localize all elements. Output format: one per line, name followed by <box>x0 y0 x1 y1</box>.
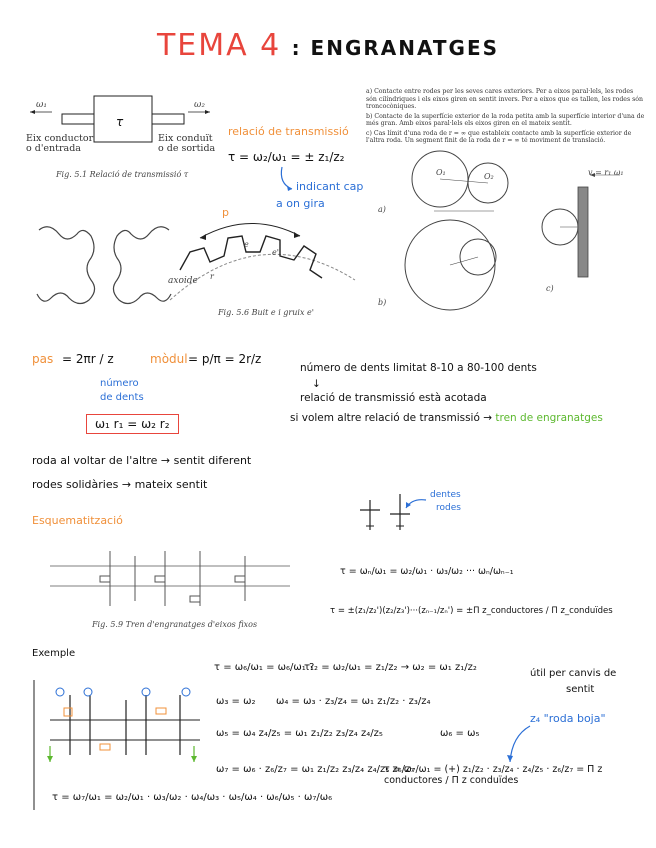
fig51-input-label <box>26 134 93 154</box>
roda-boja-arrow <box>504 722 534 766</box>
page-title <box>0 28 656 63</box>
contact-note-c: c) Cas límit d'una roda de r = ∞ que estableix contacte amb la superfície exterior de l'altra roda. Un segment finit de la roda de r = ∞ té moviment de translació. <box>366 129 632 144</box>
exemple-eq3: ω₃ = ω₂ <box>216 696 256 707</box>
ratio-note-2: a on gira <box>276 197 325 210</box>
sentits-line2: rodes solidàries → mateix sentit <box>32 478 208 491</box>
exemple-eq1: τ = ω₆/ω₁ = ω₆/ω₁ ? <box>214 662 315 673</box>
exemple-eq6: ω₆ = ω₅ <box>440 728 480 739</box>
exemple-heading: Exemple <box>32 648 76 659</box>
contact-o1: O₁ <box>436 168 446 177</box>
fig51-output-label <box>158 134 215 154</box>
exemple-util-1: útil per canvis de <box>530 668 617 679</box>
pas-formula: = 2πr / z <box>62 352 114 366</box>
fig56-p: p <box>222 206 229 219</box>
boxed-formula: ω₁ r₁ = ω₂ r₂ <box>86 414 179 434</box>
input-label-line1: Eix conductor <box>26 133 94 144</box>
title-sub: : ENGRANATGES <box>291 36 500 60</box>
fig59-diagram <box>40 546 300 616</box>
dents-line3-green: tren de engranatges <box>495 412 603 424</box>
pas-note-1: número <box>100 378 139 389</box>
contact-label-c: c) <box>546 284 554 293</box>
contact-figures <box>370 135 650 315</box>
contact-o2: O₂ <box>484 172 494 181</box>
exemple-diagram <box>30 680 210 770</box>
gear-sketch-left <box>34 220 174 310</box>
esquema-tau: τ = ωₙ/ω₁ = ω₂/ω₁ · ω₃/ω₂ ··· ωₙ/ωₙ₋₁ <box>340 566 514 577</box>
exemple-eq5: ω₅ = ω₄ z₄/z₅ = ω₁ z₁/z₂ z₃/z₄ z₄/z₅ <box>216 728 383 739</box>
dents-line3 <box>290 412 603 424</box>
contact-label-b: b) <box>378 298 387 307</box>
output-label-line1: Eix conduït <box>158 133 213 144</box>
title-main: TEMA 4 <box>156 28 282 63</box>
dents-line3-text: si volem altre relació de transmissió → <box>290 412 493 424</box>
exemple-util-2: sentit <box>566 684 595 695</box>
exemple-eq7: ω₇ = ω₆ · z₆/z₇ = ω₁ z₁/z₂ z₃/z₄ z₄/z₅ z₆/z₇ <box>216 764 415 775</box>
contact-note-a: a) Contacte entre rodes per les seves cares exteriors. Per a eixos paral·lels, les rodes són cilíndriques i els eixos giren en sentit invers. Per a eixos que es tallen, les rodes són troncocòniques. <box>366 88 643 110</box>
exemple-eq4: ω₄ = ω₃ · z₃/z₄ = ω₁ z₁/z₂ · z₃/z₄ <box>276 696 431 707</box>
ratio-arrow <box>278 165 298 195</box>
fig51-w2: ω₂ <box>194 100 205 110</box>
fig56-e2: e' <box>272 248 279 257</box>
fig56-e: e <box>244 240 249 249</box>
pas-note-2: de dents <box>100 392 144 403</box>
dents-arrow: ↓ <box>312 378 321 390</box>
ratio-heading: relació de transmissió <box>228 125 349 138</box>
fig51-w1: ω₁ <box>36 100 47 110</box>
contact-v: v = r₁ ω₁ <box>588 168 624 177</box>
fig56-caption: Fig. 5.6 Buit e i gruix e' <box>218 308 314 317</box>
fig56-axoide: axoide <box>168 276 198 286</box>
pas-label: pas <box>32 352 54 366</box>
exemple-bottom: τ = ω₇/ω₁ = ω₂/ω₁ · ω₃/ω₂ · ω₄/ω₃ · ω₅/ω₄ · ω₆/ω₅ · ω₇/ω₆ <box>52 792 333 803</box>
ratio-formula: τ = ω₂/ω₁ = ± z₁/z₂ <box>228 150 345 164</box>
fig56-r: r <box>210 272 214 281</box>
input-label-line2: o d'entrada <box>26 143 81 154</box>
exemple-result: τ = ω₇/ω₁ = (+) z₁/z₂ · z₃/z₄ · z₄/z₅ · z₆/z₇ = Π z conductores / Π z conduïdes <box>384 764 603 786</box>
esquema-dents-1: dentes <box>430 490 461 500</box>
ratio-note-1: indicant cap <box>296 180 364 193</box>
dents-line1: número de dents limitat 8-10 a 80-100 dents <box>300 362 537 374</box>
exemple-eq2: τ₁₂ = ω₂/ω₁ = z₁/z₂ → ω₂ = ω₁ z₁/z₂ <box>304 662 477 673</box>
modul-formula: = p/π = 2r/z <box>188 352 262 366</box>
exemple-roda-boja: z₄ "roda boja" <box>530 712 606 725</box>
fig56-diagram <box>160 210 360 310</box>
sentits-line1: roda al voltar de l'altre → sentit diferent <box>32 454 252 467</box>
contact-note-b: b) Contacte de la superfície exterior de la roda petita amb la superfície interior d'una de més gran. Amb eixos paral·lels els eixos giren en el mateix sentit. <box>366 112 645 127</box>
fig59-caption: Fig. 5.9 Tren d'engranatges d'eixos fixos <box>92 620 258 629</box>
output-label-line2: o de sortida <box>158 143 216 154</box>
esquema-heading: Esquematització <box>32 514 123 527</box>
fig51-caption: Fig. 5.1 Relació de transmissió τ <box>56 170 189 179</box>
modul-label: mòdul <box>150 352 188 366</box>
dents-line2: relació de transmissió està acotada <box>300 392 487 404</box>
fig51-tau: τ <box>116 115 124 129</box>
esquema-tau-z: τ = ±(z₁/z₂')(z₂/z₃')···(zₙ₋₁/zₙ') = ±Π z_conductores / Π z_conduïdes <box>330 606 613 616</box>
esquema-dents-2: rodes <box>436 503 461 513</box>
contact-label-a: a) <box>378 205 386 214</box>
gear-symbol <box>340 490 430 540</box>
